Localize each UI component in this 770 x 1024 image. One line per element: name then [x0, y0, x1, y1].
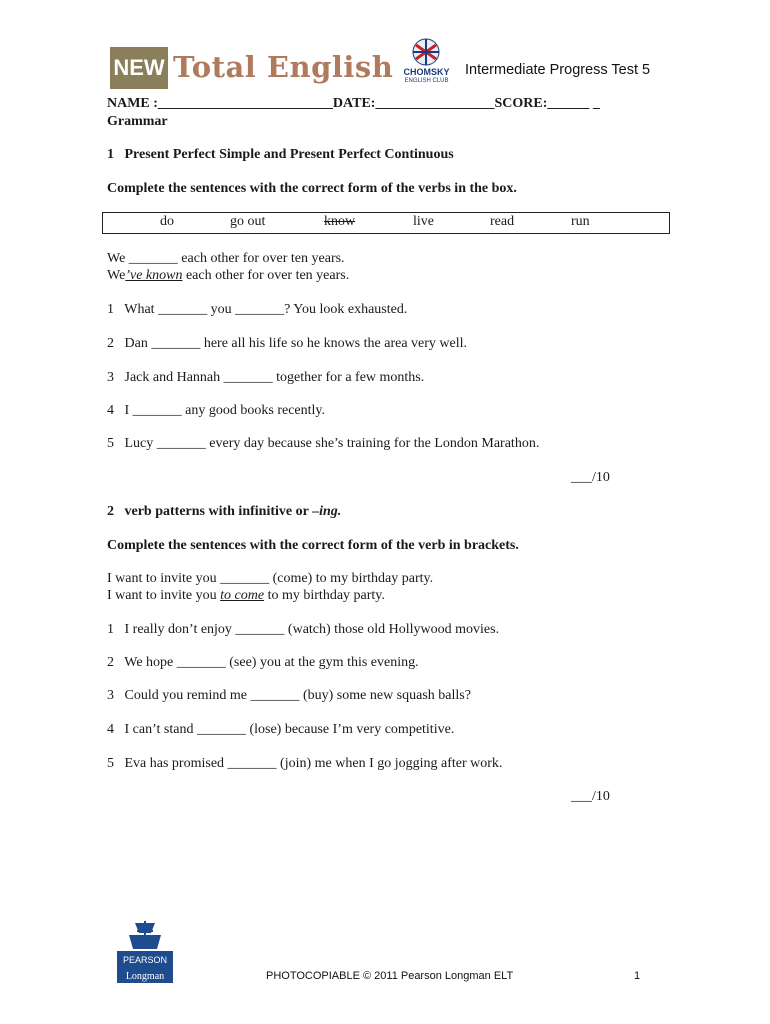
section1-item: 5 Lucy _______ every day because she’s training for the London Marathon. — [107, 436, 540, 451]
section1-example-question: We _______ each other for over ten years. — [107, 251, 345, 266]
section2-title: 2 verb patterns with infinitive or –ing. — [107, 504, 342, 519]
section1-item: 2 Dan _______ here all his life so he knows the area very well. — [107, 336, 468, 351]
section2-example-answer: I want to invite you to come to my birthday party. — [107, 588, 385, 603]
section2-item: 4 I can’t stand _______ (lose) because I’m very competitive. — [107, 722, 455, 737]
section2-item: 1 I really don’t enjoy _______ (watch) those old Hollywood movies. — [107, 622, 500, 637]
grammar-heading: Grammar — [107, 114, 168, 129]
section1-title: 1 Present Perfect Simple and Present Perfect Continuous — [107, 147, 454, 162]
test-title: Intermediate Progress Test 5 — [465, 62, 651, 78]
section2-item: 2 We hope _______ (see) you at the gym this evening. — [107, 655, 419, 670]
pearson-logo-icon — [117, 919, 173, 983]
chomsky-label: CHOMSKY — [403, 67, 450, 77]
pearson-bottom-text: Longman — [125, 971, 165, 982]
verb-option: go out — [230, 214, 266, 229]
section2-instruction: Complete the sentences with the correct form of the verb in brackets. — [107, 538, 519, 553]
example-answer-text: ’ve known — [125, 268, 183, 283]
section1-item: 1 What _______ you _______? You look exhausted. — [107, 302, 408, 317]
chomsky-sublabel: ENGLISH CLUB — [404, 78, 449, 84]
logo-total-english: Total English — [173, 50, 394, 84]
section1-instruction: Complete the sentences with the correct form of the verbs in the box. — [107, 181, 517, 196]
name-date-score-line: NAME :_________________________DATE:_________________SCORE:______ _ — [107, 96, 600, 111]
verb-option: read — [490, 214, 515, 229]
verb-option: run — [571, 214, 590, 229]
section1-item: 4 I _______ any good books recently. — [107, 403, 325, 418]
section1-score: ___/10 — [571, 470, 610, 485]
pearson-top-text: PEARSON — [122, 955, 168, 965]
verb-option: do — [160, 214, 174, 229]
logo-new-badge: NEW — [110, 47, 168, 89]
verb-option-used: know — [324, 214, 356, 229]
section2-score: ___/10 — [571, 789, 610, 804]
section2-example-question: I want to invite you _______ (come) to my birthday party. — [107, 571, 434, 586]
example-answer-text: to come — [220, 588, 265, 603]
section2-item: 5 Eva has promised _______ (join) me when I go jogging after work. — [107, 756, 503, 771]
section1-example-answer: We’ve known each other for over ten years. — [107, 268, 350, 283]
copyright-text: PHOTOCOPIABLE © 2011 Pearson Longman ELT — [266, 970, 514, 982]
section2-item: 3 Could you remind me _______ (buy) some new squash balls? — [107, 688, 471, 703]
page-number: 1 — [634, 970, 641, 982]
verb-option: live — [413, 214, 434, 229]
section1-item: 3 Jack and Hannah _______ together for a few months. — [107, 370, 425, 385]
